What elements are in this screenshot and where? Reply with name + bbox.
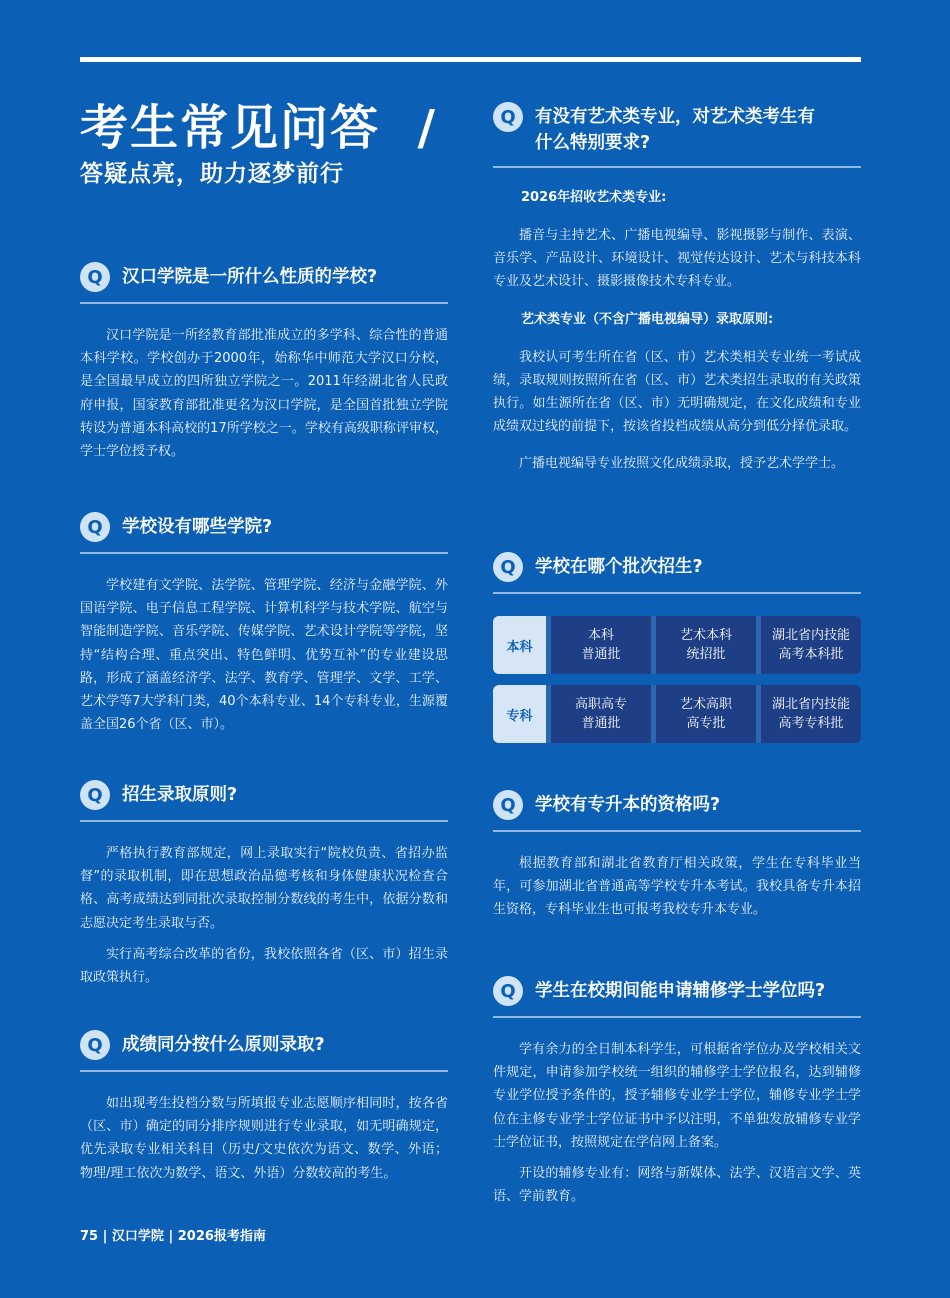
question-divider <box>80 1070 448 1072</box>
answer-paragraph: 学校建有文学院、法学院、管理学院、经济与金融学院、外国语学院、电子信息工程学院、计算机科学与技术学院、航空与智能制造学院、音乐学院、传媒学院、艺术设计学院等学院，坚持“结构合理、重点突出、特色鲜明、优势互补”的专业建设思路，形成了涵盖经济学、法学、教育学、管理学、文学、工学、艺术学等7大学科门类，40个本科专业、14个专科专业，生源覆盖全国26个省（区、市）。 <box>80 578 448 733</box>
qa-admission-principles <box>80 782 448 989</box>
question-icon: Q <box>493 976 523 1006</box>
answer-paragraph: 广播电视编导专业按照文化成绩录取，授予艺术学学士。 <box>519 456 845 472</box>
question-icon: Q <box>493 102 523 132</box>
qa-tie-score <box>80 1032 448 1185</box>
answer-paragraph: 实行高考综合改革的省份，我校依照各省（区、市）招生录取政策执行。 <box>80 946 448 986</box>
question-divider <box>493 166 861 168</box>
batch-cell: 高职高专 普通批 <box>551 685 651 743</box>
question-icon: Q <box>80 1030 110 1060</box>
question-title: 学校有专升本的资格吗? <box>535 795 721 815</box>
batch-table <box>493 616 861 754</box>
answer-paragraph: 汉口学院是一所经教育部批准成立的多学科、综合性的普通本科学校。学校创办于2000年，始称华中师范大学汉口分校，是全国最早成立的四所独立学院之一。2011年经湖北省人民政府申报，国家教育部批准更名为汉口学院，是全国首批独立学院转设为普通本科高校的17所学校之一。学校有高级职称评审权，学士学位授予权。 <box>80 328 448 460</box>
footer-school: 汉口学院 <box>111 1229 164 1244</box>
answer-paragraph: 我校认可考生所在省（区、市）艺术类相关专业统一考试成绩，录取规则按照所在省（区、市）艺术类招生录取的有关政策执行。如生源所在省（区、市）无明确规定，在文化成绩和专业成绩双过线的前提下，按该省投档成绩从高分到低分择优录取。 <box>493 349 861 435</box>
question-icon: Q <box>493 552 523 582</box>
question-divider <box>80 552 448 554</box>
question-title: 有没有艺术类专业，对艺术类考生有 什么特别要求? <box>535 107 815 153</box>
question-title: 学校设有哪些学院? <box>122 517 273 537</box>
batch-category: 专科 <box>493 685 546 743</box>
question-icon: Q <box>80 512 110 542</box>
page-footer: 75 | 汉口学院 | 2026报考指南 <box>80 1229 266 1244</box>
question-title: 学生在校期间能申请辅修学士学位吗? <box>535 981 826 1001</box>
art-majors-label: 2026年招收艺术类专业: <box>521 190 667 205</box>
qa-art-majors <box>493 104 861 476</box>
question-icon: Q <box>80 262 110 292</box>
question-icon: Q <box>80 780 110 810</box>
answer-paragraph: 学有余力的全日制本科学生，可根据省学位办及学校相关文件规定，申请参加学校统一组织的辅修学士学位报名，达到辅修专业学位授予条件的，授予辅修专业学士学位，辅修专业学士学位在主修专业学士学位证书中予以注明，不单独发放辅修专业学士学位证书，按照规定在学信网上备案。 <box>493 1042 861 1150</box>
batch-cell: 湖北省内技能 高考本科批 <box>761 616 861 674</box>
question-title: 招生录取原则? <box>122 785 238 805</box>
question-divider <box>493 592 861 594</box>
qa-upgrade-to-bachelor <box>493 792 861 922</box>
qa-admission-batch <box>493 554 861 594</box>
qa-school-nature <box>80 264 448 463</box>
batch-cell: 本科 普通批 <box>551 616 651 674</box>
batch-row-undergraduate <box>493 616 861 674</box>
answer-paragraph: 严格执行教育部规定，网上录取实行“院校负责、省招办监督”的录取机制，即在思想政治品德考核和身体健康状况检查合格、高考成绩达到同批次录取控制分数线的考生中，依据分数和志愿决定考生录取与否。 <box>80 846 448 931</box>
page-subtitle: 答疑点亮，助力逐梦前行 <box>80 161 344 187</box>
question-title: 汉口学院是一所什么性质的学校? <box>122 267 378 287</box>
question-divider <box>493 1016 861 1018</box>
question-divider <box>80 302 448 304</box>
question-title: 成绩同分按什么原则录取? <box>122 1035 325 1055</box>
qa-minor-degree <box>493 978 861 1208</box>
answer-paragraph: 播音与主持艺术、广播电视编导、影视摄影与制作、表演、音乐学、产品设计、环境设计、视觉传达设计、艺术与科技本科专业及艺术设计、摄影摄像技术专科专业。 <box>493 228 861 290</box>
footer-guide: 2026报考指南 <box>177 1229 266 1244</box>
title-slash: / <box>417 100 437 156</box>
question-divider <box>493 830 861 832</box>
batch-cell: 艺术本科 统招批 <box>656 616 756 674</box>
art-admission-label: 艺术类专业（不含广播电视编导）录取原则: <box>521 311 774 327</box>
batch-row-junior-college <box>493 685 861 743</box>
answer-paragraph: 根据教育部和湖北省教育厅相关政策，学生在专科毕业当年，可参加湖北省普通高等学校专升本考试。我校具备专升本招生资格，专科毕业生也可报考我校专升本专业。 <box>493 856 861 918</box>
qa-colleges <box>80 514 448 736</box>
question-icon: Q <box>493 790 523 820</box>
top-divider <box>80 57 861 62</box>
batch-cell: 艺术高职 高专批 <box>656 685 756 743</box>
question-title: 学校在哪个批次招生? <box>535 557 703 577</box>
answer-paragraph: 开设的辅修专业有：网络与新媒体、法学、汉语言文学、英语、学前教育。 <box>493 1166 861 1205</box>
page-title: 考生常见问答 / <box>80 100 437 156</box>
question-divider <box>80 820 448 822</box>
page-number: 75 <box>80 1229 99 1244</box>
batch-category: 本科 <box>493 616 546 674</box>
batch-cell: 湖北省内技能 高考专科批 <box>761 685 861 743</box>
answer-paragraph: 如出现考生投档分数与所填报专业志愿顺序相同时，按各省（区、市）确定的同分排序规则进行专业录取，如无明确规定，优先录取专业相关科目（历史/文史依次为语文、数学、外语；物理/理工依次为数学、语文、外语）分数较高的考生。 <box>80 1096 448 1181</box>
